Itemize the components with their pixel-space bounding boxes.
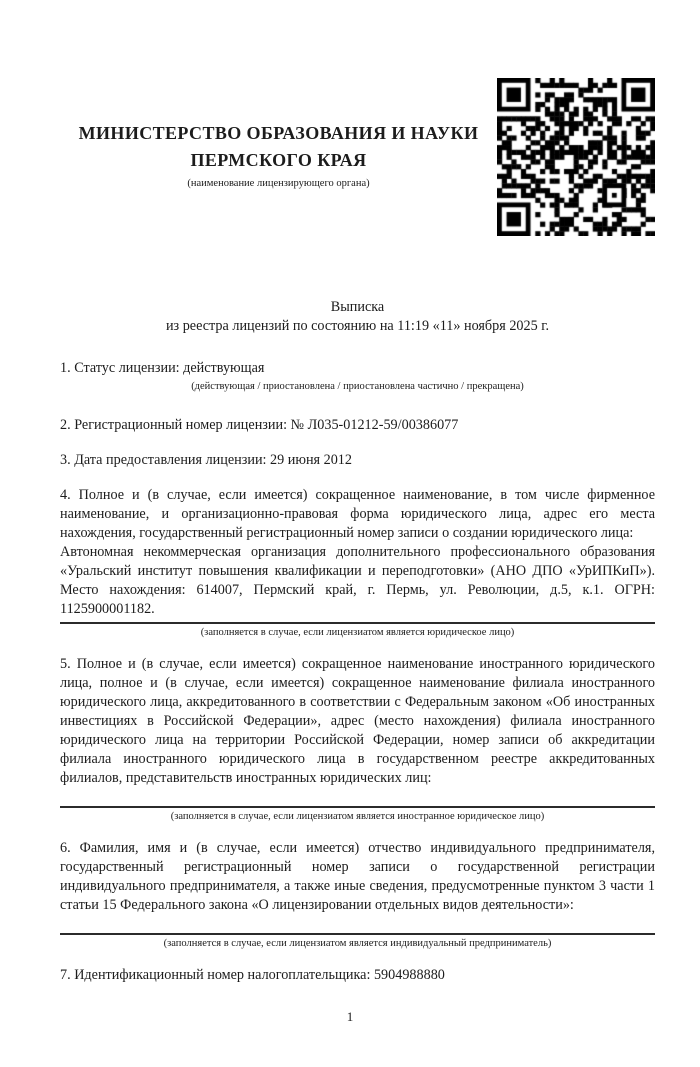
document-title xyxy=(60,298,655,336)
license-extract-page xyxy=(0,78,700,1067)
item-taxpayer-number xyxy=(60,966,655,985)
taxpayer-number-text: 7. Идентификационный номер налогоплательщика: 5904988880 xyxy=(60,967,445,983)
legal-entity-rule xyxy=(60,622,655,624)
ministry-name-line1: МИНИСТЕРСТВО ОБРАЗОВАНИЯ И НАУКИ xyxy=(78,123,479,143)
grant-date-text: 3. Дата предоставления лицензии: 29 июня 2012 xyxy=(60,452,352,468)
individual-entrepreneur-blank-field xyxy=(60,915,655,930)
page-number: 1 xyxy=(346,1009,354,1024)
foreign-entity-rule xyxy=(60,806,655,808)
individual-entrepreneur-caption: (заполняется в случае, если лицензиатом является индивидуальный предприниматель) xyxy=(163,938,552,949)
foreign-entity-caption: (заполняется в случае, если лицензиатом является иностранное юридическое лицо) xyxy=(170,811,545,822)
legal-entity-caption: (заполняется в случае, если лицензиатом является юридическое лицо) xyxy=(200,627,515,638)
document-header xyxy=(60,78,655,236)
individual-entrepreneur-label: 6. Фамилия, имя и (в случае, если имеется) отчество индивидуального предпринимателя, государственный регистрационный номер записи о государственной регистрации индивидуального предпринимателя, а также иные сведения, предусмотренные пунктом 3 части 1 статьи 15 Федерального закона «О лицензировании отдельных видов деятельности»: xyxy=(60,840,655,913)
registration-number-text: 2. Регистрационный номер лицензии: № Л035-01212-59/00386077 xyxy=(60,417,459,433)
ministry-name-line2: ПЕРМСКОГО КРАЯ xyxy=(190,150,367,170)
item-grant-date xyxy=(60,451,655,470)
item-foreign-entity xyxy=(60,655,655,823)
document-title-line2: из реестра лицензий по состоянию на 11:19 «11» ноября 2025 г. xyxy=(165,318,550,334)
legal-entity-value: Автономная некоммерческая организация дополнительного профессионального образования «Уральский институт повышения квалификации и переподготовки» (АНО ДПО «УрИПКиП»). Место нахождения: 614007, Пермский край, г. Пермь, ул. Революции, д.5, к.1. ОГРН: 1125900001182. xyxy=(60,544,655,617)
licensing-authority-block xyxy=(60,78,497,191)
item-license-status xyxy=(60,359,655,393)
license-status-caption: (действующая / приостановлена / приостановлена частично / прекращена) xyxy=(191,381,524,392)
foreign-entity-label: 5. Полное и (в случае, если имеется) сокращенное наименование иностранного юридического лица, полное и (в случае, если имеется) сокращенное наименование филиала иностранного юридического лица, аккредитованного в соответствии с Федеральным законом «Об иностранных инвестициях в Российской Федерации», адрес (место нахождения) филиала иностранного юридического лица на территории Российской Федерации, номер записи об аккредитации филиала иностранного юридического лица в государственном реестре аккредитованных филиалов, представительств иностранных юридических лиц: xyxy=(60,656,655,786)
qr-code xyxy=(497,78,655,236)
item-registration-number xyxy=(60,416,655,435)
qr-code-canvas xyxy=(497,78,655,236)
foreign-entity-blank-field xyxy=(60,788,655,803)
item-individual-entrepreneur xyxy=(60,839,655,950)
individual-entrepreneur-rule xyxy=(60,933,655,935)
legal-entity-label: 4. Полное и (в случае, если имеется) сокращенное наименование, в том числе фирменное наименование, и организационно-правовая форма юридического лица, адрес его места нахождения, государственный регистрационный номер записи о создании юридического лица: xyxy=(60,487,655,541)
license-status-text: 1. Статус лицензии: действующая xyxy=(60,360,265,376)
licensing-authority-caption: (наименование лицензирующего органа) xyxy=(187,178,370,189)
item-legal-entity xyxy=(60,486,655,639)
document-title-line1: Выписка xyxy=(330,299,385,315)
